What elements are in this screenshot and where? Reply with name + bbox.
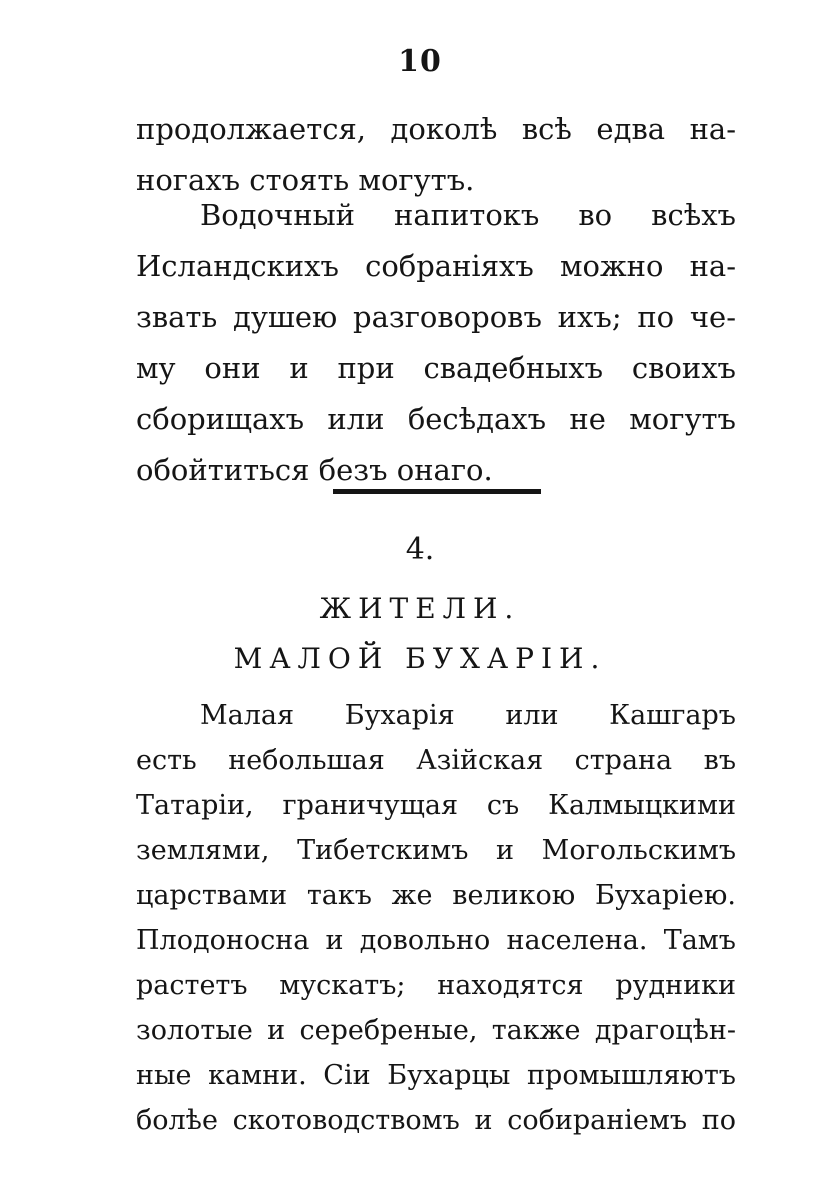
page-number: 10 [398, 44, 442, 79]
section-divider [333, 489, 541, 494]
text-line: землями, Тибетскимъ и Могольскимъ [136, 835, 736, 866]
text-line: золотые и серебреные, также драгоцѣн- [136, 1015, 736, 1046]
text-line: болѣе скотоводствомъ и собиранiемъ по [136, 1105, 736, 1136]
text-line: Татарiи, граничущая съ Калмыцкими [136, 790, 736, 821]
section-number: 4. [405, 532, 435, 567]
text-line: звать душею разговоровъ ихъ; по че- [136, 300, 736, 334]
text-line: ногахъ стоять могутъ. [136, 163, 475, 197]
paragraph-vodka [136, 190, 736, 496]
text-line: есть небольшая Азiйская страна въ [136, 745, 736, 776]
section-title-line-1: ЖИТЕЛИ. [319, 592, 521, 625]
text-line: Исландскихъ собранiяхъ можно на- [136, 249, 736, 283]
text-line: му они и при свадебныхъ своихъ [136, 351, 736, 385]
text-line: обойтиться безъ онаго. [136, 453, 493, 487]
text-line: продолжается, доколѣ всѣ едва на- [136, 112, 736, 146]
text-line: растетъ мускатъ; находятся рудники [136, 970, 736, 1001]
text-line: Плодоносна и довольно населена. Тамъ [136, 925, 736, 956]
text-line: ные камни. Сiи Бухарцы промышляютъ [136, 1060, 736, 1091]
text-line: Малая Бухарiя или Кашгаръ [200, 700, 736, 731]
text-line: царствами такъ же великою Бухарiею. [136, 880, 736, 911]
text-line: сборищахъ или бесѣдахъ не могутъ [136, 402, 736, 436]
paragraph-bukhara [136, 693, 736, 1143]
text-line: Водочный напитокъ во всѣхъ [200, 198, 736, 232]
section-title-line-2: МАЛОЙ БУХАРIИ. [233, 642, 607, 675]
